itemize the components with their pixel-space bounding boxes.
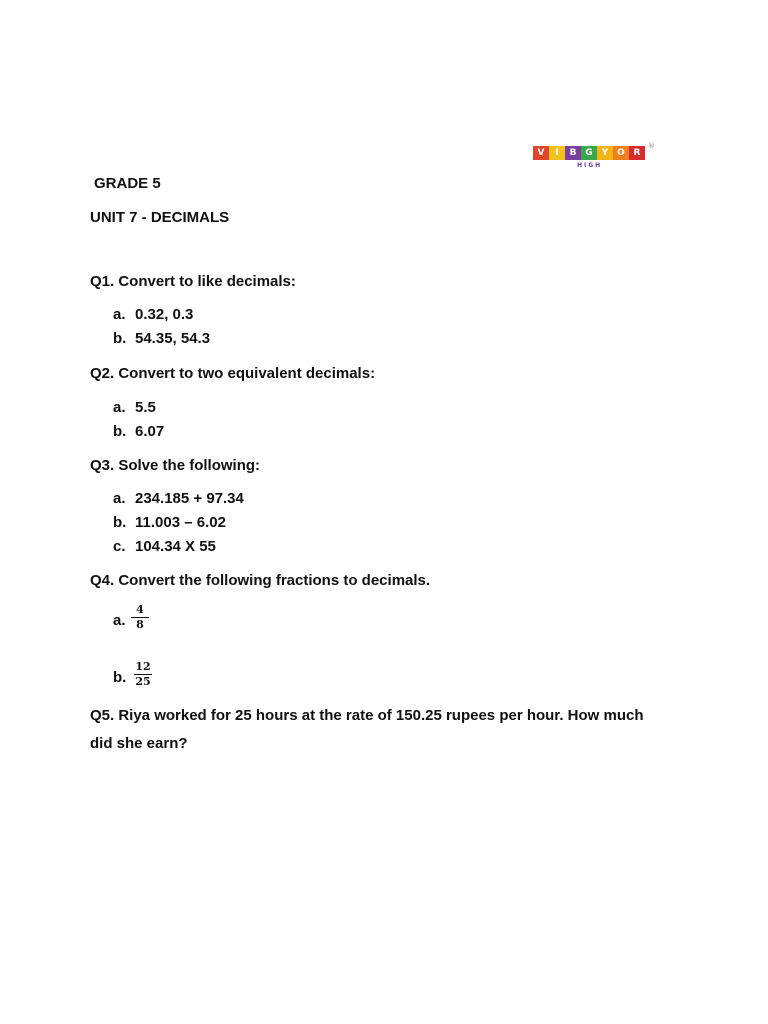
fraction-denominator: 25 (135, 675, 151, 688)
vibgyor-logo (533, 142, 653, 172)
q4-item-a-letter: a. (113, 612, 126, 629)
q2-item-b: 6.07 (135, 423, 165, 440)
logo-letter-i: I (549, 146, 565, 160)
logo-letters (533, 146, 653, 160)
q4-item-b-letter: b. (113, 669, 127, 686)
q3-item-a: 234.185 + 97.34 (135, 490, 244, 507)
q1-item-b-letter: b. (113, 330, 127, 347)
logo-letter-b: B (565, 146, 581, 160)
fraction-numerator: 4 (136, 603, 144, 616)
q4-item-a-fraction (130, 604, 150, 631)
q3-item-c: 104.34 X 55 (135, 538, 216, 555)
q1-item-b: 54.35, 54.3 (135, 330, 211, 347)
question-2-title: Q2. Convert to two equivalent decimals: (90, 365, 376, 382)
fraction-denominator: 8 (136, 618, 144, 631)
fraction-numerator: 12 (135, 660, 151, 673)
logo-letter-o: O (613, 146, 629, 160)
question-5-title-line-2: did she earn? (90, 735, 188, 752)
question-4-title: Q4. Convert the following fractions to decimals. (90, 572, 431, 589)
registered-mark: ® (648, 142, 655, 150)
q2-item-a-letter: a. (113, 399, 126, 416)
logo-letter-y: Y (597, 146, 613, 160)
logo-subtitle: HIGH (577, 162, 603, 169)
q2-item-a: 5.5 (135, 399, 156, 416)
unit-heading: UNIT 7 - DECIMALS (90, 209, 230, 226)
question-3-title: Q3. Solve the following: (90, 457, 261, 474)
q2-item-b-letter: b. (113, 423, 127, 440)
q3-item-c-letter: c. (113, 538, 126, 555)
q3-item-b: 11.003 – 6.02 (135, 514, 226, 531)
logo-letter-v: V (533, 146, 549, 160)
q3-item-a-letter: a. (113, 490, 126, 507)
question-1-title: Q1. Convert to like decimals: (90, 273, 296, 290)
q1-item-a: 0.32, 0.3 (135, 306, 194, 323)
q1-item-a-letter: a. (113, 306, 126, 323)
logo-letter-g: G (581, 146, 597, 160)
q3-item-b-letter: b. (113, 514, 127, 531)
logo-letter-r: R (629, 146, 645, 160)
grade-heading: GRADE 5 (94, 175, 161, 192)
question-5-title-line-1: Q5. Riya worked for 25 hours at the rate of 150.25 rupees per hour. How much (90, 707, 644, 724)
q4-item-b-fraction (133, 661, 153, 688)
